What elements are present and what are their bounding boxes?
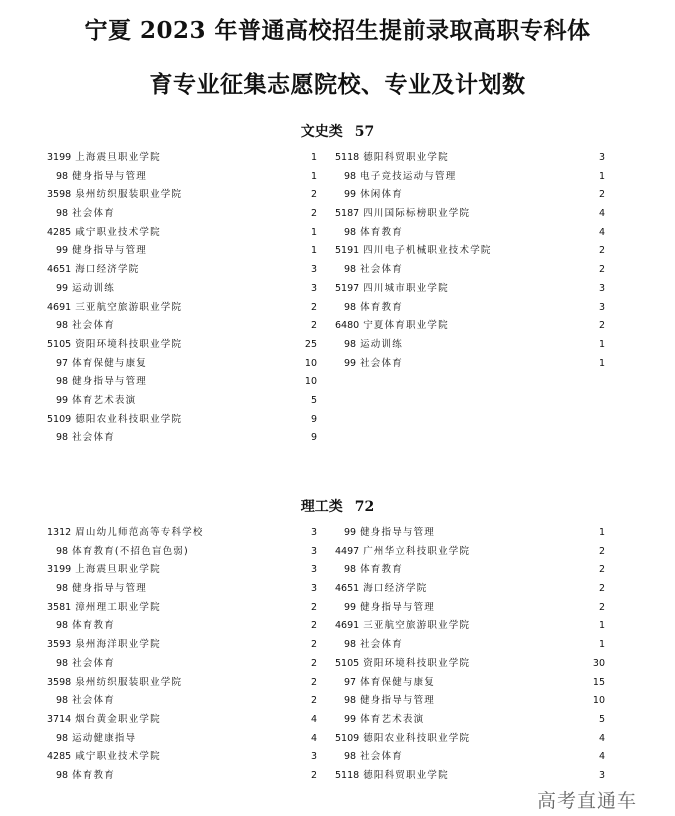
school-code: 3714 [47,713,72,725]
school-count: 3 [598,282,605,294]
school-code: 5187 [335,208,360,220]
school-row [47,636,317,655]
program-name: 体育艺术表演 [360,713,425,725]
program-code: 98 [56,376,69,388]
program-name: 社会体育 [72,657,115,669]
program-count: 4 [598,751,605,763]
program-code: 98 [344,695,357,707]
program-count: 3 [310,545,317,557]
liberal-arts-left-list [47,149,317,448]
program-name: 社会体育 [72,320,115,332]
school-row [335,730,605,749]
program-count: 1 [310,245,317,257]
school-row [47,224,317,243]
school-count: 4 [598,208,605,220]
school-count: 3 [310,527,317,538]
school-row [335,580,605,599]
school-code: 4691 [47,301,72,313]
program-code: 98 [56,732,69,744]
program-count: 4 [598,226,605,238]
school-name: 泉州海洋职业学院 [75,639,161,651]
school-name: 四川电子机械职业技术学院 [363,245,492,257]
school-count: 2 [598,545,605,557]
program-name: 社会体育 [360,751,403,763]
program-name: 运动训练 [360,338,403,350]
school-count: 2 [598,583,605,595]
school-count: 2 [310,639,317,651]
program-row [47,373,317,392]
program-row [335,168,605,187]
program-row [47,730,317,749]
program-count: 3 [310,583,317,595]
school-code: 3593 [47,639,72,651]
liberal-arts-right-list [335,149,605,373]
program-count: 2 [598,264,605,276]
school-code: 4285 [47,226,72,238]
school-row [47,149,317,168]
program-code: 98 [344,338,357,350]
program-code: 97 [56,357,69,369]
title-line-1: 宁夏 2023 年普通高校招生提前录取高职专科体 [84,17,591,44]
school-name: 咸宁职业技术学院 [75,226,161,238]
program-code: 98 [344,170,357,182]
section-name: 文史类 [300,124,343,140]
school-row [47,299,317,318]
school-count: 3 [598,152,605,163]
school-name: 漳州理工职业学院 [75,601,161,613]
school-row [47,599,317,618]
school-name: 上海震旦职业学院 [75,152,161,163]
program-name: 电子竞技运动与管理 [360,170,457,182]
school-name: 资阳环境科技职业学院 [363,657,471,669]
program-name: 休闲体育 [360,189,403,201]
school-code: 3598 [47,189,72,201]
program-row [47,767,317,786]
school-row [335,242,605,261]
program-code: 99 [344,527,357,538]
program-count: 3 [598,301,605,313]
program-code: 98 [56,620,69,632]
program-row [335,336,605,355]
program-name: 健身指导与管理 [360,601,435,613]
school-name: 广州华立科技职业学院 [363,545,471,557]
program-code: 97 [344,676,357,688]
school-row [47,336,317,355]
watermark: 高考直通车 [537,790,638,812]
school-row [335,655,605,674]
school-name: 宁夏体育职业学院 [363,320,449,332]
program-code: 99 [56,282,69,294]
school-code: 3199 [47,564,72,576]
program-count: 2 [598,189,605,201]
school-count: 2 [598,320,605,332]
school-count: 1 [310,226,317,238]
science-right-list [335,524,605,786]
program-count: 2 [598,601,605,613]
program-count: 2 [310,208,317,220]
school-row [335,149,605,168]
school-count: 3 [310,564,317,576]
school-code: 5105 [335,657,360,669]
program-count: 10 [304,376,317,388]
program-code: 98 [344,751,357,763]
school-name: 德阳农业科技职业学院 [363,732,471,744]
program-row [47,655,317,674]
program-count: 10 [304,357,317,369]
program-name: 健身指导与管理 [72,376,147,388]
school-name: 四川国际标榜职业学院 [363,208,471,220]
school-code: 6480 [335,320,360,332]
school-code: 5109 [335,732,360,744]
program-code: 99 [56,245,69,257]
school-name: 眉山幼儿师范高等专科学校 [75,527,204,538]
school-name: 资阳环境科技职业学院 [75,338,183,350]
school-count: 9 [310,413,317,425]
program-code: 99 [344,357,357,369]
program-code: 98 [56,320,69,332]
school-row [335,317,605,336]
school-name: 海口经济学院 [363,583,428,595]
program-count: 5 [598,713,605,725]
program-count: 2 [310,657,317,669]
program-row [47,317,317,336]
program-name: 社会体育 [72,432,115,444]
program-row [335,674,605,693]
school-name: 咸宁职业技术学院 [75,751,161,763]
program-name: 体育艺术表演 [72,394,137,406]
program-name: 体育保健与康复 [360,676,435,688]
school-code: 4497 [335,545,360,557]
school-row [47,674,317,693]
program-code: 98 [56,657,69,669]
school-row [47,711,317,730]
program-row [335,748,605,767]
program-code: 98 [56,170,69,182]
program-count: 2 [310,769,317,781]
school-code: 5109 [47,413,72,425]
school-row [335,767,605,786]
program-row [335,561,605,580]
program-count: 2 [598,564,605,576]
school-row [47,524,317,543]
school-name: 四川城市职业学院 [363,282,449,294]
program-code: 98 [56,432,69,444]
program-code: 98 [344,639,357,651]
program-name: 社会体育 [360,264,403,276]
program-name: 体育教育 [72,620,115,632]
program-count: 15 [592,676,605,688]
program-name: 体育教育 [360,301,403,313]
school-name: 德阳农业科技职业学院 [75,413,183,425]
school-name: 三亚航空旅游职业学院 [363,620,471,632]
school-row [47,261,317,280]
program-name: 体育保健与康复 [72,357,147,369]
program-count: 1 [598,527,605,538]
program-code: 99 [56,394,69,406]
program-row [47,280,317,299]
program-row [335,355,605,374]
program-row [335,299,605,318]
program-count: 1 [598,639,605,651]
program-row [47,392,317,411]
program-code: 99 [344,713,357,725]
program-name: 健身指导与管理 [72,583,147,595]
program-name: 社会体育 [72,695,115,707]
school-name: 德阳科贸职业学院 [363,769,449,781]
program-row [47,692,317,711]
school-name: 三亚航空旅游职业学院 [75,301,183,313]
school-row [335,205,605,224]
program-name: 社会体育 [360,357,403,369]
school-code: 4651 [335,583,360,595]
school-code: 4285 [47,751,72,763]
program-name: 运动训练 [72,282,115,294]
school-row [335,543,605,562]
program-code: 99 [344,601,357,613]
school-code: 4651 [47,264,72,276]
program-count: 10 [592,695,605,707]
school-code: 3581 [47,601,72,613]
program-count: 9 [310,432,317,444]
program-count: 1 [598,357,605,369]
program-row [335,692,605,711]
school-code: 1312 [47,527,72,538]
school-name: 德阳科贸职业学院 [363,152,449,163]
program-name: 健身指导与管理 [360,695,435,707]
program-name: 健身指导与管理 [360,527,435,538]
program-code: 98 [344,264,357,276]
school-code: 5197 [335,282,360,294]
school-code: 5118 [335,769,360,781]
school-count: 2 [310,601,317,613]
section-total: 72 [354,499,375,515]
school-count: 3 [598,769,605,781]
program-row [47,168,317,187]
school-count: 1 [310,152,317,163]
program-row [47,580,317,599]
school-count: 3 [310,751,317,763]
school-count: 2 [310,676,317,688]
school-name: 泉州纺织服装职业学院 [75,189,183,201]
program-row [335,186,605,205]
school-count: 2 [598,245,605,257]
program-name: 体育教育 [360,564,403,576]
program-code: 99 [344,189,357,201]
program-row [47,543,317,562]
program-code: 98 [344,564,357,576]
program-row [335,524,605,543]
school-count: 4 [310,713,317,725]
section-total: 57 [354,124,375,140]
school-name: 海口经济学院 [75,264,140,276]
school-row [47,186,317,205]
program-code: 98 [56,545,69,557]
program-row [335,636,605,655]
school-name: 泉州纺织服装职业学院 [75,676,183,688]
school-count: 4 [598,732,605,744]
program-name: 运动健康指导 [72,732,137,744]
program-count: 5 [310,394,317,406]
school-count: 2 [310,301,317,313]
section-name: 理工类 [300,499,343,515]
school-count: 25 [304,338,317,350]
program-name: 体育教育 [360,226,403,238]
school-row [47,748,317,767]
program-row [47,355,317,374]
program-name: 体育教育(不招色盲色弱) [72,545,189,557]
section-header-liberal-arts [0,121,675,141]
school-code: 5191 [335,245,360,257]
school-code: 4691 [335,620,360,632]
program-count: 1 [598,338,605,350]
school-count: 1 [598,620,605,632]
program-row [335,711,605,730]
program-name: 健身指导与管理 [72,245,147,257]
science-left-list [47,524,317,786]
program-count: 2 [310,320,317,332]
program-code: 98 [56,208,69,220]
program-code: 98 [56,695,69,707]
school-code: 5105 [47,338,72,350]
program-name: 社会体育 [360,639,403,651]
program-row [335,261,605,280]
program-row [335,599,605,618]
program-code: 98 [344,226,357,238]
title-line-2: 育专业征集志愿院校、专业及计划数 [149,71,526,98]
section-header-science [0,496,675,516]
school-name: 烟台黄金职业学院 [75,713,161,725]
program-count: 1 [310,170,317,182]
program-row [47,242,317,261]
program-name: 社会体育 [72,208,115,220]
program-row [47,429,317,448]
program-row [47,617,317,636]
school-row [47,561,317,580]
program-row [47,205,317,224]
program-count: 3 [310,282,317,294]
program-code: 98 [56,769,69,781]
school-count: 30 [592,657,605,669]
program-count: 4 [310,732,317,744]
school-name: 上海震旦职业学院 [75,564,161,576]
school-count: 3 [310,264,317,276]
program-row [335,224,605,243]
school-count: 2 [310,189,317,201]
school-code: 5118 [335,152,360,163]
program-name: 健身指导与管理 [72,170,147,182]
school-row [335,280,605,299]
program-code: 98 [344,301,357,313]
school-row [47,411,317,430]
program-count: 1 [598,170,605,182]
program-code: 98 [56,583,69,595]
program-name: 体育教育 [72,769,115,781]
school-row [335,617,605,636]
program-count: 2 [310,620,317,632]
school-code: 3598 [47,676,72,688]
school-code: 3199 [47,152,72,163]
program-count: 2 [310,695,317,707]
